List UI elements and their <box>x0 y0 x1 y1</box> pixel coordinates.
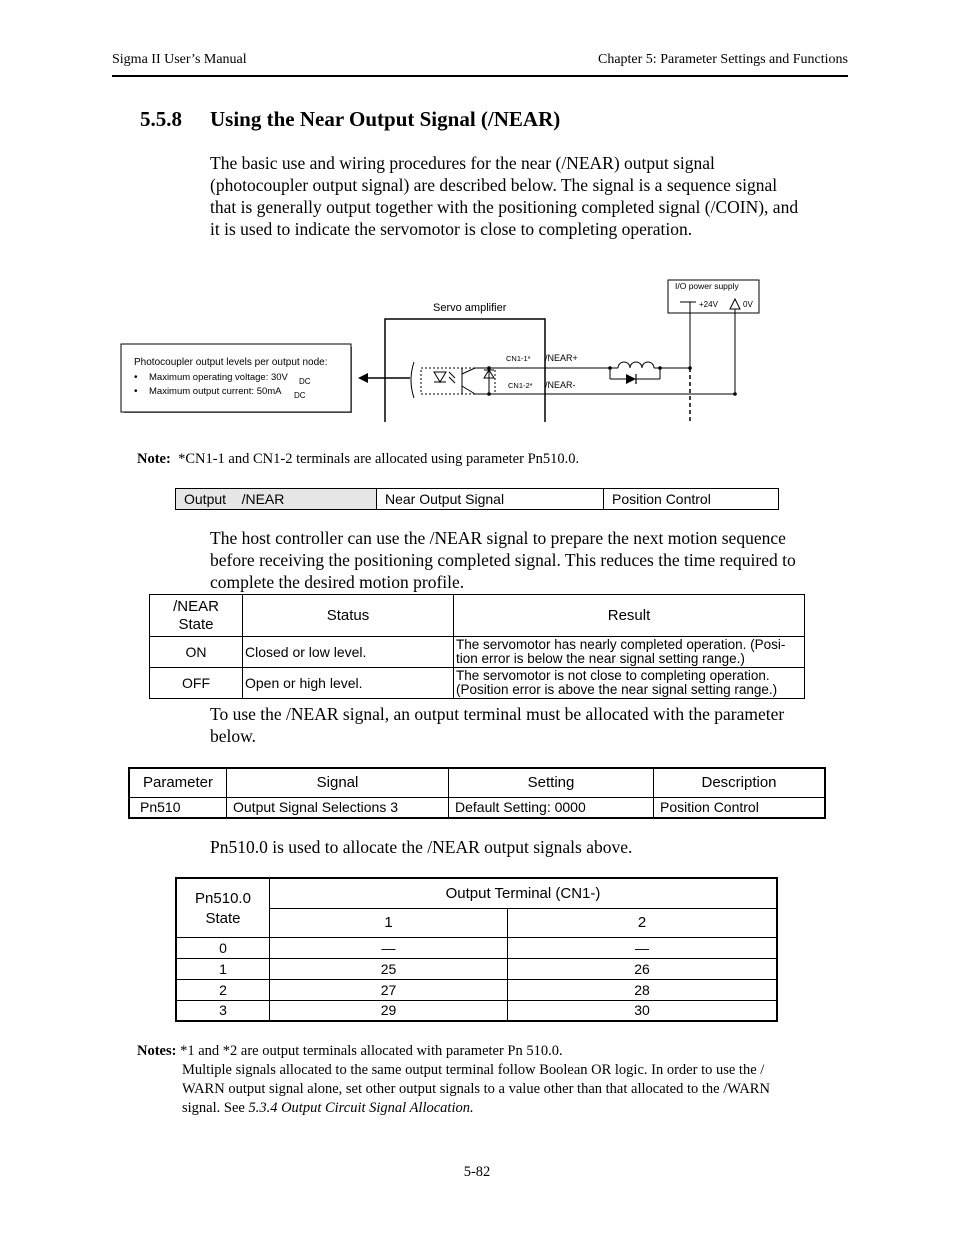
status-cell: Closed or low level. <box>243 637 454 668</box>
allocation-paragraph <box>210 703 850 747</box>
signal-mode-cell: Position Control <box>604 489 779 510</box>
servo-amplifier-box <box>385 319 545 422</box>
terminal-cell: 28 <box>508 979 778 1000</box>
section-heading <box>140 107 560 132</box>
signal-header: Signal <box>227 768 449 797</box>
terminal-cell: 30 <box>508 1000 778 1021</box>
terminal-table <box>175 877 778 1022</box>
page-number: 5-82 <box>463 1164 491 1180</box>
result-header: Result <box>454 595 805 637</box>
section-number: 5.5.8 <box>140 107 182 131</box>
terminal-cell: 26 <box>508 958 778 979</box>
notes-line1: *1 and *2 are output terminals allocated with parameter Pn 510.0. <box>180 1043 563 1059</box>
notes-block <box>137 1042 837 1118</box>
intro-line: (photocoupler output signal) are described below. The signal is a sequence signal <box>210 175 778 195</box>
note-label: Note: <box>137 451 171 467</box>
photocoupler-icon <box>421 368 495 394</box>
signal-cell: Output Signal Selections 3 <box>227 797 449 818</box>
cross-reference: 5.3.4 Output Circuit Signal Allocation. <box>248 1100 474 1116</box>
result-cell: The servomotor is not close to completing operation. (Position error is above the near signal setting range.) <box>454 668 805 699</box>
v24-label: +24V <box>699 300 718 309</box>
relay-coil-icon <box>618 362 654 368</box>
description-cell: Position Control <box>654 797 826 818</box>
table-row <box>176 1000 777 1021</box>
param-header: Parameter <box>129 768 227 797</box>
table-row <box>176 958 777 979</box>
terminal-1-header: 1 <box>270 908 508 937</box>
terminal-cell: — <box>270 937 508 958</box>
header-rule <box>112 75 848 77</box>
spec-voltage-text: Maximum operating voltage: 30V <box>149 372 288 383</box>
description-header: Description <box>654 768 826 797</box>
state-cell: 1 <box>176 958 270 979</box>
terminal-cell: — <box>508 937 778 958</box>
status-cell: Open or high level. <box>243 668 454 699</box>
terminal-cell: 25 <box>270 958 508 979</box>
header-chapter-title: Chapter 5: Parameter Settings and Functions <box>597 52 848 67</box>
signal-type-cell: Output /NEAR <box>176 489 377 510</box>
intro-line: that is generally output together with the positioning completed signal (/COIN), and <box>210 197 799 217</box>
output-terminal-header: Output Terminal (CN1-) <box>270 878 778 908</box>
intro-line: it is used to indicate the servomotor is close to completing operation. <box>210 219 693 239</box>
result-cell: The servomotor has nearly completed operation. (Posi- tion error is below the near signal setting range.) <box>454 637 805 668</box>
spec-box-title: Photocoupler output levels per output node: <box>134 357 328 368</box>
signal-table <box>175 488 779 510</box>
bullet-mark: • <box>134 386 138 397</box>
near-plus-label: /NEAR+ <box>545 353 578 363</box>
terminal-cell: 27 <box>270 979 508 1000</box>
wiring-diagram <box>0 260 954 440</box>
cn1-2-label: CN1-2* <box>508 381 533 390</box>
header-manual-title: Sigma II User’s Manual <box>112 52 247 67</box>
io-supply-label: I/O power supply <box>675 281 739 291</box>
arrow-left-icon <box>358 373 368 383</box>
note-text: *CN1-1 and CN1-2 terminals are allocated using parameter Pn510.0. <box>178 451 580 467</box>
state-cell: 3 <box>176 1000 270 1021</box>
table-row <box>176 979 777 1000</box>
cn1-1-label: CN1-1* <box>506 354 531 363</box>
para2-line: complete the desired motion profile. <box>210 572 465 592</box>
ground-icon <box>730 299 740 309</box>
signal-name-cell: Near Output Signal <box>377 489 604 510</box>
notes-line2: Multiple signals allocated to the same output terminal follow Boolean OR logic. In order to use the / <box>182 1062 765 1078</box>
notes-label: Notes: <box>137 1043 177 1059</box>
spec-voltage-sub: DC <box>299 377 311 386</box>
state-cell: 0 <box>176 937 270 958</box>
table-row <box>129 797 825 818</box>
setting-cell: Default Setting: 0000 <box>449 797 654 818</box>
intro-line: The basic use and wiring procedures for the near (/NEAR) output signal <box>210 153 715 173</box>
status-header: Status <box>243 595 454 637</box>
host-controller-paragraph <box>210 527 850 593</box>
notes-line3: WARN output signal alone, set other output signals to a value other than that allocated to the /WARN <box>182 1081 770 1097</box>
near-minus-label: /NEAR- <box>545 380 576 390</box>
note-allocation <box>137 451 579 468</box>
spec-current-text: Maximum output current: 50mA <box>149 386 282 397</box>
state-cell: ON <box>150 637 243 668</box>
para3-line: To use the /NEAR signal, an output terminal must be allocated with the parameter <box>210 704 785 724</box>
terminal-2-header: 2 <box>508 908 778 937</box>
notes-line4: signal. See 5.3.4 Output Circuit Signal Allocation. <box>182 1100 474 1116</box>
section-title: Using the Near Output Signal (/NEAR) <box>210 107 561 131</box>
param-cell: Pn510 <box>129 797 227 818</box>
intro-paragraph <box>210 152 850 240</box>
parameter-table <box>128 767 826 819</box>
table-row <box>176 937 777 958</box>
servo-amplifier-label: Servo amplifier <box>433 302 507 314</box>
bullet-mark: • <box>134 372 138 383</box>
para2-line: before receiving the positioning completed signal. This reduces the time required to <box>210 550 796 570</box>
state-header: /NEAR State <box>150 595 243 637</box>
pn510-paragraph: Pn510.0 is used to allocate the /NEAR output signals above. <box>210 837 633 857</box>
flyback-diode-icon <box>626 374 636 384</box>
near-state-table <box>149 594 805 699</box>
terminal-cell: 29 <box>270 1000 508 1021</box>
state-cell: OFF <box>150 668 243 699</box>
v0-label: 0V <box>743 300 753 309</box>
spec-current-sub: DC <box>294 391 306 400</box>
table-row <box>150 637 805 668</box>
state-cell: 2 <box>176 979 270 1000</box>
para2-line: The host controller can use the /NEAR signal to prepare the next motion sequence <box>210 528 786 548</box>
setting-header: Setting <box>449 768 654 797</box>
para3-line: below. <box>210 726 257 746</box>
pn510-state-header: Pn510.0 State <box>176 878 270 937</box>
table-row <box>150 668 805 699</box>
